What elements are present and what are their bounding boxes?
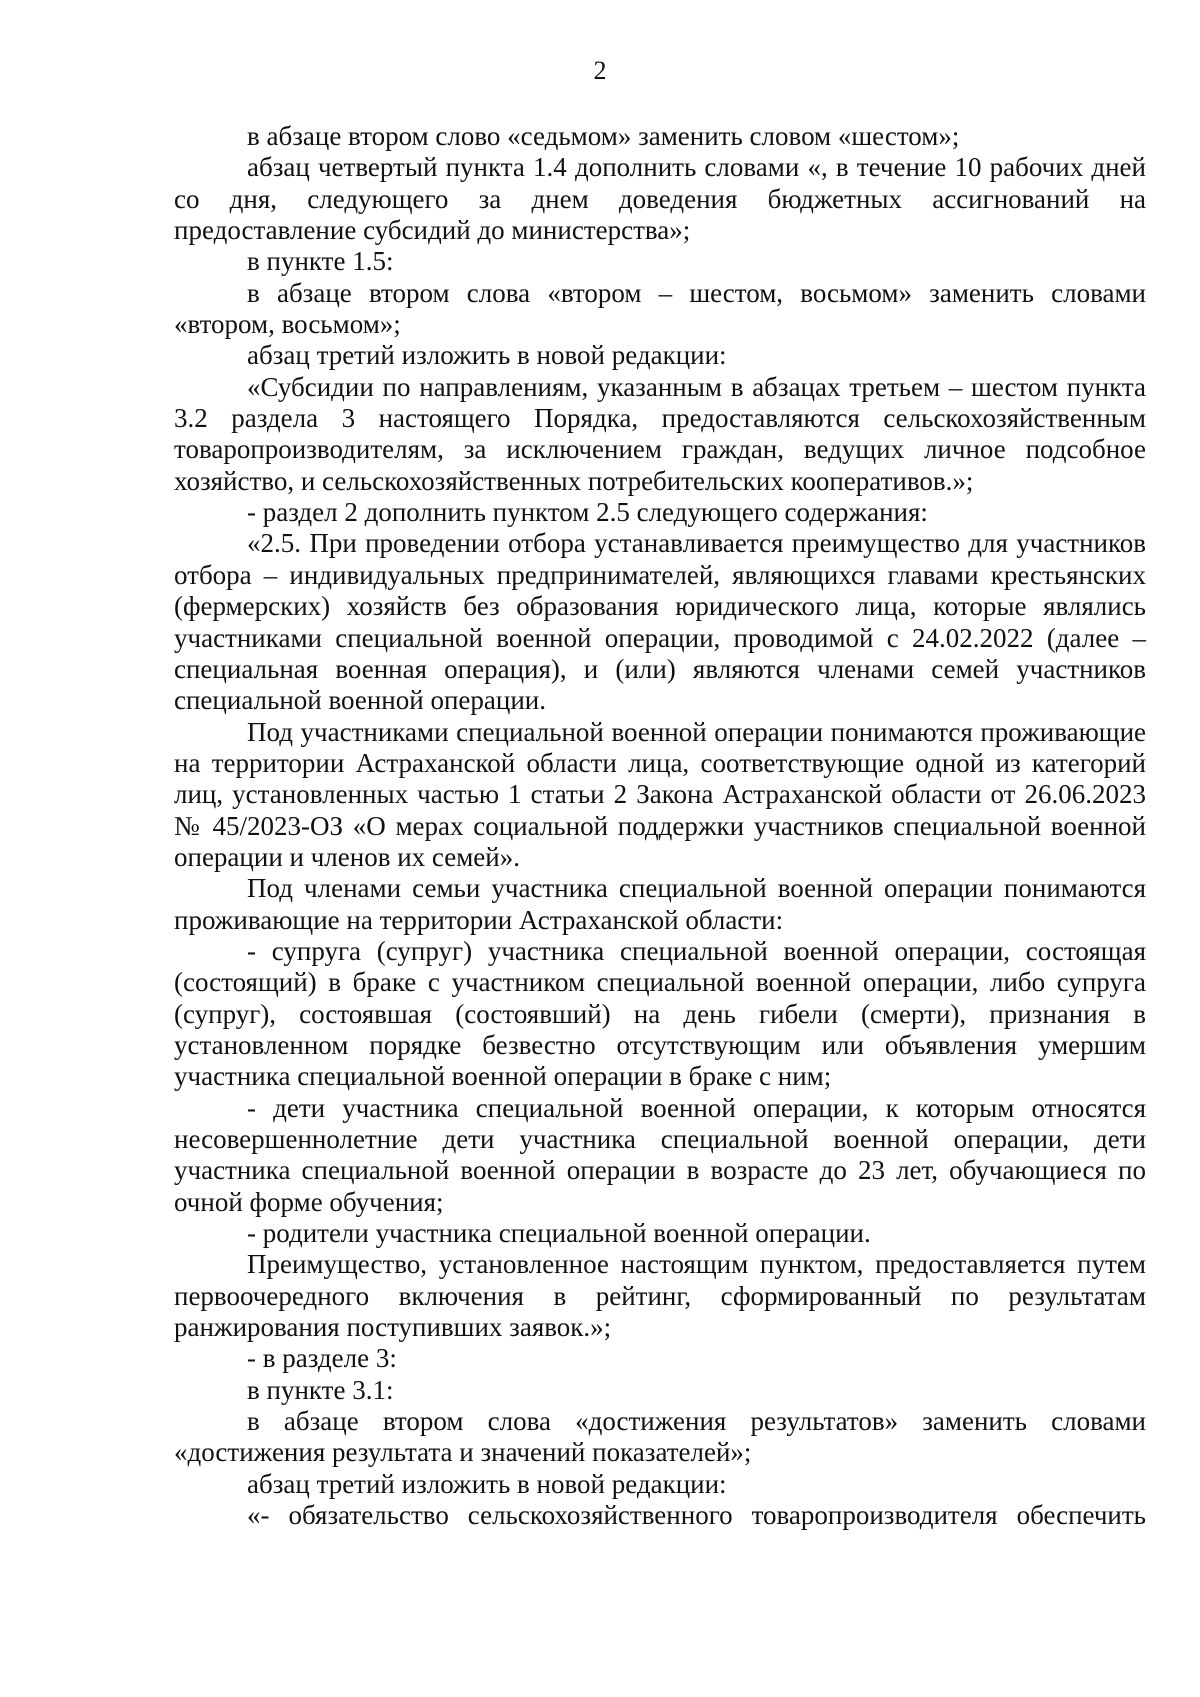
paragraph: - дети участника специальной военной операции, к которым относятся несовершеннолетние дети участника специальной военной операции, дети участника специальной военной операции в возрасте до 23 лет, обучающиеся по очной форме обучения; — [174, 1092, 1146, 1217]
paragraph: в пункте 3.1: — [247, 1374, 394, 1405]
paragraph: - раздел 2 дополнить пунктом 2.5 следующего содержания: — [247, 497, 928, 528]
paragraph: абзац четвертый пункта 1.4 дополнить словами «, в течение 10 рабочих дней со дня, следующего за днем доведения бюджетных ассигнований на предоставление субсидий до министерства»; — [174, 152, 1146, 246]
paragraph: в абзаце втором слова «втором – шестом, восьмом» заменить словами «втором, восьмом»; — [174, 277, 1146, 340]
document-body — [174, 121, 1146, 1531]
paragraph: - супруга (супруг) участника специальной военной операции, состоящая (состоящий) в браке с участником специальной военной операции, либо супруга (супруг), состоявшая (состоявший) на день гибели (смерти), признания в установленном порядке безвестно отсутствующим или объявления умершим участника специальной военной операции в браке с ним; — [174, 935, 1146, 1092]
paragraph: в абзаце втором слово «седьмом» заменить словом «шестом»; — [247, 121, 960, 151]
paragraph: абзац третий изложить в новой редакции: — [247, 340, 727, 371]
paragraph: в пункте 1.5: — [247, 246, 394, 277]
paragraph: Преимущество, установленное настоящим пунктом, предоставляется путем первоочередного включения в рейтинг, сформированный по результатам ранжирования поступивших заявок.»; — [174, 1249, 1146, 1343]
paragraph: - родители участника специальной военной операции. — [247, 1218, 871, 1249]
paragraph: в абзаце втором слова «достижения результатов» заменить словами «достижения результата и значений показателей»; — [174, 1406, 1146, 1468]
page-number: 2 — [593, 56, 607, 85]
paragraph: «2.5. При проведении отбора устанавливается преимущество для участников отбора – индивидуальных предпринимателей, являющихся главами крестьянских (фермерских) хозяйств без образования юридического лица, которые являлись участниками специальной военной операции, проводимой с 24.02.2022 (далее – специальная военная операция), и (или) являются членами семей участников специальной военной операции. — [174, 528, 1146, 716]
paragraph: «Субсидии по направлениям, указанным в абзацах третьем – шестом пункта 3.2 раздела 3 настоящего Порядка, предоставляются сельскохозяйственным товаропроизводителям, за исключением граждан, ведущих личное подсобное хозяйство, и сельскохозяйственных потребительских кооперативов.»; — [174, 371, 1146, 496]
paragraph: Под членами семьи участника специальной военной операции понимаются проживающие на территории Астраханской области: — [174, 873, 1146, 935]
paragraph: - в разделе 3: — [247, 1343, 397, 1374]
paragraph: Под участниками специальной военной операции понимаются проживающие на территории Астраханской области лица, соответствующие одной из категорий лиц, установленных частью 1 статьи 2 Закона Астраханской области от 26.06.2023 № 45/2023-ОЗ «О мерах социальной поддержки участников специальной военной операции и членов их семей». — [174, 716, 1146, 872]
paragraph: абзац третий изложить в новой редакции: — [247, 1468, 727, 1499]
paragraph: «- обязательство сельскохозяйственного товаропроизводителя обеспечить — [247, 1500, 1146, 1531]
